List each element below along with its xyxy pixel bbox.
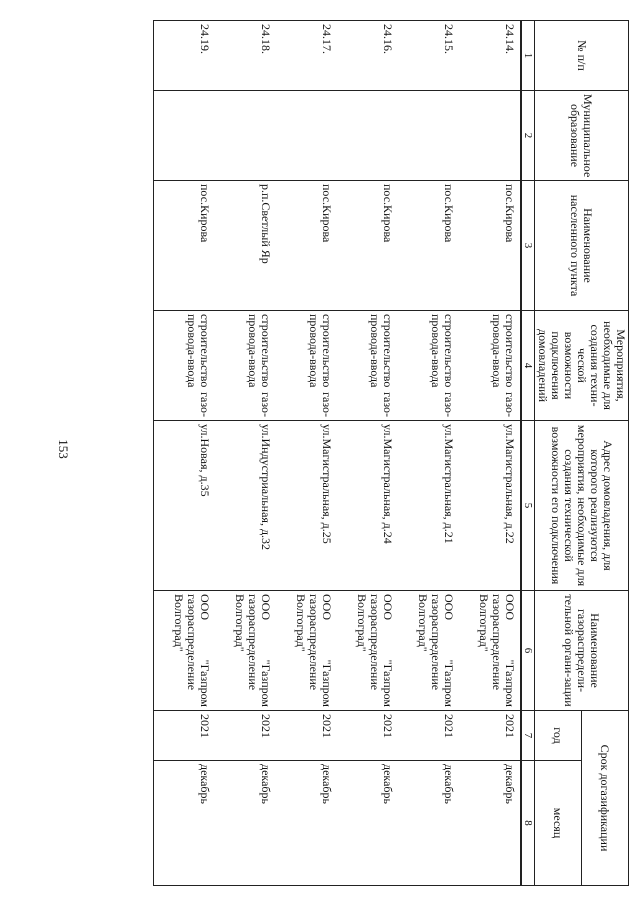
cell-year: 2021 [276,711,337,761]
header-address: Адрес домовладения, для которого реализуются мероприятия, необходимые для создания технической возможности его подключения [535,421,629,591]
cell-num: 24.19. [154,21,216,91]
column-number: 6 [521,591,535,711]
cell-month: декабрь [276,761,337,886]
column-number: 8 [521,761,535,886]
cell-address: ул.Магистральная, д.22 [459,421,521,591]
cell-activity: строительство газо-провода-ввода [398,311,459,421]
cell-month: декабрь [215,761,276,886]
cell-organization: ООО "Газпром газораспределение Волгоград" [398,591,459,711]
cell-address: ул.Магистральная, д.21 [398,421,459,591]
cell-address: ул.Магистральная, д.25 [276,421,337,591]
table-row [215,21,276,886]
table-header [521,21,629,886]
cell-activity: строительство газо-провода-ввода [276,311,337,421]
column-number: 5 [521,421,535,591]
cell-organization: ООО "Газпром газораспределение Волгоград" [337,591,398,711]
cell-month: декабрь [337,761,398,886]
column-number: 3 [521,181,535,311]
header-month: месяц [535,761,582,886]
cell-year: 2021 [154,711,216,761]
cell-year: 2021 [459,711,521,761]
cell-municipality [154,91,216,181]
column-number-row [521,21,535,886]
header-deadline: Срок догазификации [582,711,629,886]
cell-municipality [459,91,521,181]
cell-organization: ООО "Газпром газораспределение Волгоград" [276,591,337,711]
column-number: 7 [521,711,535,761]
cell-num: 24.15. [398,21,459,91]
cell-activity: строительство газо-провода-ввода [459,311,521,421]
gasification-table [153,20,629,886]
cell-activity: строительство газо-провода-ввода [215,311,276,421]
cell-num: 24.16. [337,21,398,91]
cell-locality: пос.Кирова [276,181,337,311]
table-row [459,21,521,886]
header-year: год [535,711,582,761]
column-number: 4 [521,311,535,421]
cell-activity: строительство газо-провода-ввода [154,311,216,421]
header-municipality: Муниципальное образование [535,91,629,181]
cell-organization: ООО "Газпром газораспределение Волгоград" [215,591,276,711]
page-number: 153 [56,439,71,459]
cell-month: декабрь [459,761,521,886]
cell-municipality [337,91,398,181]
cell-municipality [398,91,459,181]
cell-year: 2021 [337,711,398,761]
cell-num: 24.18. [215,21,276,91]
cell-activity: строительство газо-провода-ввода [337,311,398,421]
cell-locality: пос.Кирова [154,181,216,311]
cell-locality: пос.Кирова [459,181,521,311]
cell-locality: пос.Кирова [398,181,459,311]
cell-year: 2021 [215,711,276,761]
header-num: № п/п [535,21,629,91]
cell-address: ул.Новая, д.35 [154,421,216,591]
cell-locality: пос.Кирова [337,181,398,311]
table-row [337,21,398,886]
table-row [398,21,459,886]
column-number: 2 [521,91,535,181]
cell-num: 24.17. [276,21,337,91]
cell-address: ул.Магистральная, д.24 [337,421,398,591]
header-organization: Наименование газораспредели-тельной органи-зации [535,591,629,711]
cell-month: декабрь [398,761,459,886]
rotated-table-container [84,20,629,885]
column-number: 1 [521,21,535,91]
cell-num: 24.14. [459,21,521,91]
table-row [276,21,337,886]
cell-organization: ООО "Газпром газораспределение Волгоград" [459,591,521,711]
cell-municipality [276,91,337,181]
header-locality: Наименование населенного пункта [535,181,629,311]
cell-locality: р.п.Светлый Яр [215,181,276,311]
header-activities: Мероприятия, необходимые для создания техни-ческой возможности подключения домовладений [535,311,629,421]
cell-address: ул.Индустриальная, д.32 [215,421,276,591]
cell-organization: ООО "Газпром газораспределение Волгоград" [154,591,216,711]
table-row [154,21,216,886]
cell-municipality [215,91,276,181]
cell-month: декабрь [154,761,216,886]
cell-year: 2021 [398,711,459,761]
